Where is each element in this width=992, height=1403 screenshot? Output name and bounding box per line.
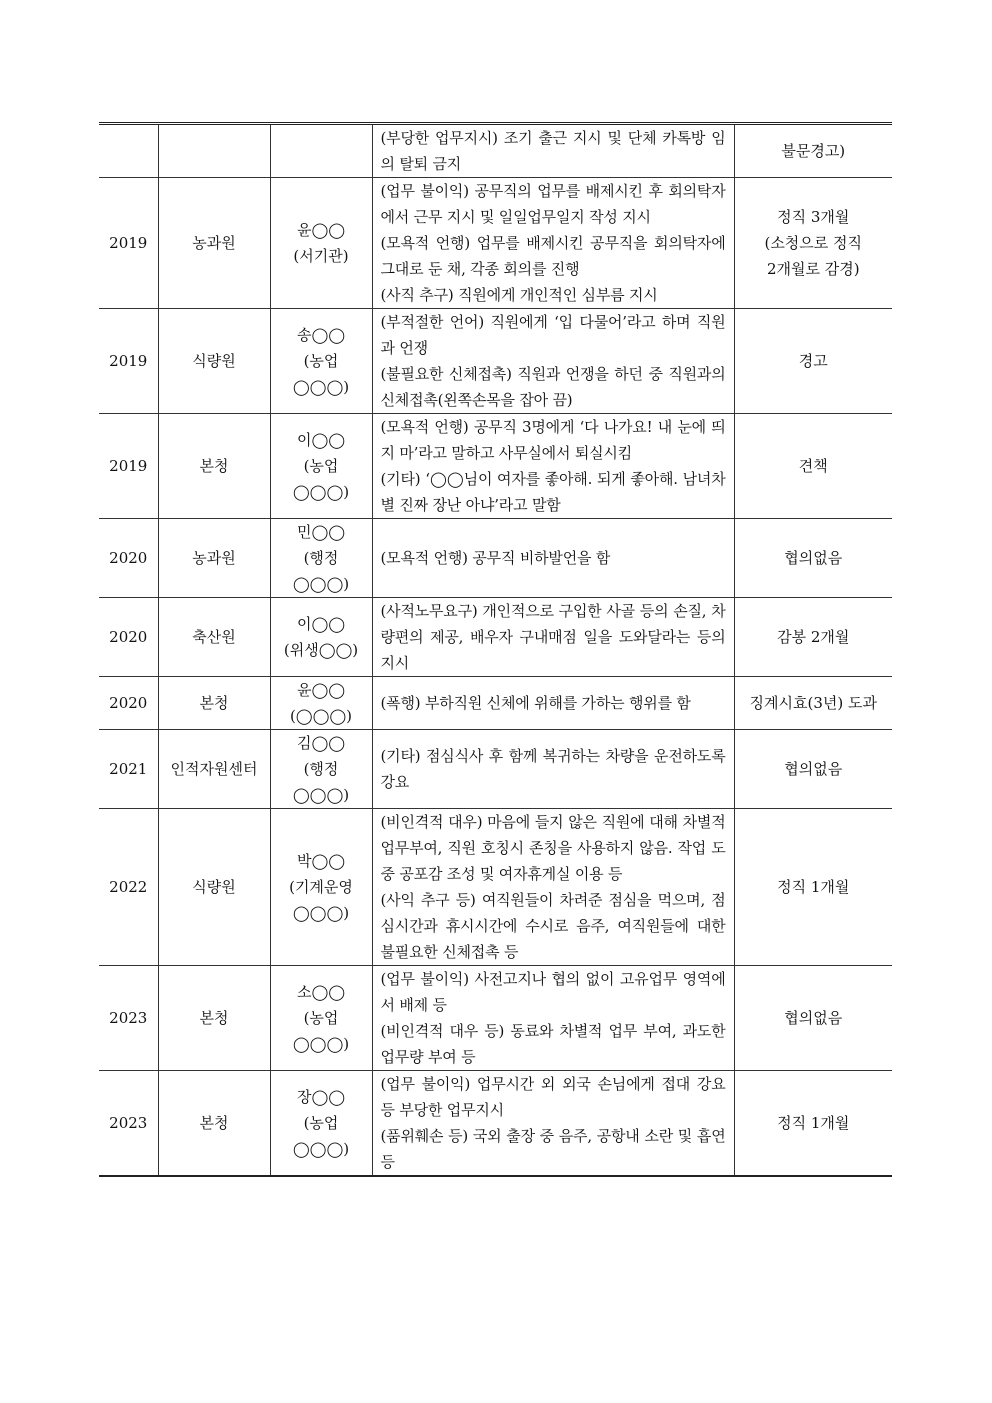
- person-cell: 장◯◯ (농업◯◯◯): [270, 1071, 372, 1177]
- person-cell: 윤◯◯ (◯◯◯): [270, 677, 372, 730]
- description-paragraph: (모욕적 언행) 공무직 3명에게 ‘다 나가요! 내 눈에 띄지 마’라고 말하고 사무실에서 퇴실시킴: [380, 418, 726, 462]
- description-cell: [372, 414, 734, 519]
- table-row: [99, 124, 892, 178]
- description-paragraph: (사익 추구 등) 여직원들이 차려준 점심을 먹으며, 점심시간과 휴시시간에 수시로 음주, 여직원들에 대한 불필요한 신체접촉 등: [380, 891, 726, 961]
- action-cell: 감봉 2개월: [734, 598, 892, 677]
- description-paragraph: (모욕적 언행) 공무직 비하발언을 함: [380, 549, 611, 567]
- description-paragraph: (비인격적 대우 등) 동료와 차별적 업무 부여, 과도한 업무량 부여 등: [380, 1022, 726, 1066]
- action-cell: 정직 3개월 (소청으로 정직 2개월로 감경): [734, 178, 892, 309]
- description-paragraph: (업무 불이익) 공무직의 업무를 배제시킨 후 회의탁자에서 근무 지시 및 일일업무일지 작성 지시: [380, 182, 726, 226]
- person-cell: 김◯◯ (행정◯◯◯): [270, 730, 372, 809]
- table-row: [99, 1071, 892, 1177]
- table-row: [99, 730, 892, 809]
- description-cell: [372, 178, 734, 309]
- table-row: [99, 809, 892, 966]
- table-row: [99, 414, 892, 519]
- person-cell: 민◯◯ (행정◯◯◯): [270, 519, 372, 598]
- person-cell: 이◯◯ (농업◯◯◯): [270, 414, 372, 519]
- department-cell: [158, 124, 270, 178]
- year-cell: 2023: [99, 1071, 158, 1177]
- year-cell: 2021: [99, 730, 158, 809]
- department-cell: 식량원: [158, 809, 270, 966]
- table-row: [99, 309, 892, 414]
- description-cell: [372, 309, 734, 414]
- year-cell: 2020: [99, 677, 158, 730]
- action-cell: 불문경고): [734, 124, 892, 178]
- year-cell: 2023: [99, 966, 158, 1071]
- table-body: [99, 124, 892, 1177]
- description-paragraph: (기타) 점심식사 후 함께 복귀하는 차량을 운전하도록 강요: [380, 747, 726, 791]
- person-cell: 송◯◯ (농업◯◯◯): [270, 309, 372, 414]
- person-cell: [270, 124, 372, 178]
- department-cell: 본청: [158, 414, 270, 519]
- year-cell: 2020: [99, 598, 158, 677]
- year-cell: 2022: [99, 809, 158, 966]
- action-cell: 협의없음: [734, 730, 892, 809]
- description-paragraph: (모욕적 언행) 업무를 배제시킨 공무직을 회의탁자에 그대로 둔 채, 각종 회의를 진행: [380, 234, 726, 278]
- table-row: [99, 178, 892, 309]
- department-cell: 본청: [158, 966, 270, 1071]
- description-paragraph: (비인격적 대우) 마음에 들지 않은 직원에 대해 차별적 업무부여, 직원 호칭시 존칭을 사용하지 않음. 작업 도중 공포감 조성 및 여자휴게실 이용 등: [380, 813, 726, 883]
- description-cell: [372, 677, 734, 730]
- action-cell: 견책: [734, 414, 892, 519]
- person-cell: 윤◯◯ (서기관): [270, 178, 372, 309]
- person-cell: 이◯◯ (위생◯◯): [270, 598, 372, 677]
- action-cell: 징계시효(3년) 도과: [734, 677, 892, 730]
- description-paragraph: (품위훼손 등) 국외 출장 중 음주, 공항내 소란 및 흡연 등: [380, 1127, 726, 1171]
- action-cell: 정직 1개월: [734, 809, 892, 966]
- description-cell: [372, 966, 734, 1071]
- document-page: [99, 122, 892, 1177]
- department-cell: 농과원: [158, 519, 270, 598]
- description-paragraph: (사직 추구) 직원에게 개인적인 심부름 지시: [380, 286, 658, 304]
- year-cell: 2020: [99, 519, 158, 598]
- year-cell: [99, 124, 158, 178]
- action-cell: 경고: [734, 309, 892, 414]
- disciplinary-cases-table: [99, 122, 892, 1177]
- description-paragraph: (부당한 업무지시) 조기 출근 지시 및 단체 카톡방 임의 탈퇴 금지: [380, 129, 726, 173]
- description-paragraph: (불필요한 신체접촉) 직원과 언쟁을 하던 중 직원과의 신체접촉(왼쪽손목을 잡아 끔): [380, 365, 726, 409]
- description-paragraph: (사적노무요구) 개인적으로 구입한 사골 등의 손질, 차량편의 제공, 배우자 구내매점 일을 도와달라는 등의 지시: [380, 602, 726, 672]
- year-cell: 2019: [99, 178, 158, 309]
- year-cell: 2019: [99, 414, 158, 519]
- description-cell: [372, 124, 734, 178]
- action-cell: 정직 1개월: [734, 1071, 892, 1177]
- table-row: [99, 519, 892, 598]
- department-cell: 본청: [158, 1071, 270, 1177]
- description-cell: [372, 809, 734, 966]
- description-paragraph: (폭행) 부하직원 신체에 위해를 가하는 행위를 함: [380, 694, 691, 712]
- year-cell: 2019: [99, 309, 158, 414]
- department-cell: 인적자원센터: [158, 730, 270, 809]
- person-cell: 박◯◯ (기계운영 ◯◯◯): [270, 809, 372, 966]
- department-cell: 농과원: [158, 178, 270, 309]
- action-cell: 협의없음: [734, 966, 892, 1071]
- table-row: [99, 966, 892, 1071]
- description-cell: [372, 1071, 734, 1177]
- department-cell: 식량원: [158, 309, 270, 414]
- department-cell: 축산원: [158, 598, 270, 677]
- description-paragraph: (기타) ‘◯◯님이 여자를 좋아해. 되게 좋아해. 남녀차별 진짜 장난 아냐’라고 말함: [380, 470, 726, 514]
- table-row: [99, 598, 892, 677]
- description-paragraph: (업무 불이익) 업무시간 외 외국 손님에게 접대 강요 등 부당한 업무지시: [380, 1075, 726, 1119]
- action-cell: 협의없음: [734, 519, 892, 598]
- description-cell: [372, 598, 734, 677]
- description-cell: [372, 519, 734, 598]
- person-cell: 소◯◯ (농업◯◯◯): [270, 966, 372, 1071]
- department-cell: 본청: [158, 677, 270, 730]
- table-row: [99, 677, 892, 730]
- description-paragraph: (부적절한 언어) 직원에게 ‘입 다물어’라고 하며 직원과 언쟁: [380, 313, 726, 357]
- description-cell: [372, 730, 734, 809]
- description-paragraph: (업무 불이익) 사전고지나 협의 없이 고유업무 영역에서 배제 등: [380, 970, 726, 1014]
